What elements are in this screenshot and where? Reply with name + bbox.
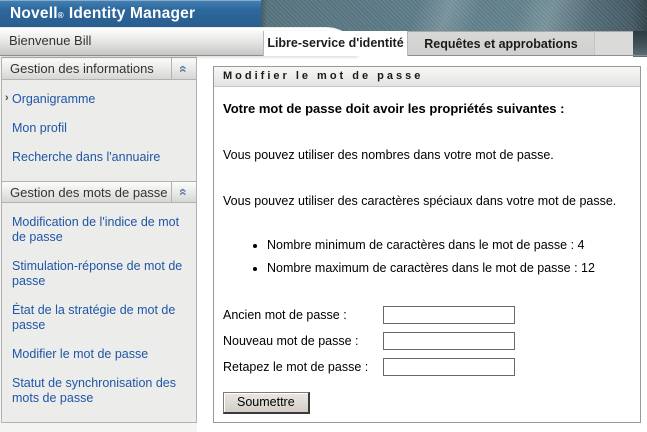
sidebar-item-label: Mon profil (12, 121, 67, 135)
section-items (2, 203, 196, 422)
sidebar-item-etat-strategie[interactable] (2, 296, 196, 340)
password-rules-intro: Votre mot de passe doit avoir les propriétés suivantes : (223, 101, 565, 116)
current-item-marker-icon: › (5, 92, 9, 104)
section-header-information (2, 58, 196, 80)
retype-password-label: Retapez le mot de passe : (223, 360, 369, 374)
welcome-text: Bienvenue Bill (9, 33, 92, 48)
sidebar-item-statut-synchronisation[interactable] (2, 369, 196, 413)
collapse-section-button[interactable] (171, 182, 196, 202)
header-texture-corner (633, 31, 647, 57)
product-name: Identity Manager (68, 5, 196, 22)
sidebar-section-passwords (2, 181, 196, 422)
collapse-section-button[interactable] (171, 58, 196, 79)
sidebar-item-label: Stimulation-réponse de mot de passe (12, 259, 183, 288)
new-password-label: Nouveau mot de passe : (223, 334, 359, 348)
sidebar-item-label: Recherche dans l'annuaire (12, 150, 161, 164)
rule-paragraph-numbers: Vous pouvez utiliser des nombres dans votre mot de passe. (223, 148, 554, 162)
tab-requests-approvals[interactable]: Requêtes et approbations (408, 31, 595, 55)
panel-body (214, 87, 640, 414)
sidebar-item-stimulation-reponse[interactable] (2, 252, 196, 296)
form-row-old-password (223, 306, 628, 324)
sidebar-item-recherche-annuaire[interactable] (2, 143, 196, 172)
submit-button[interactable]: Soumettre (223, 392, 310, 414)
sidebar (1, 57, 197, 423)
change-password-form (223, 306, 628, 414)
sidebar-section-information (2, 58, 196, 181)
rule-max-characters: • Nombre maximum de caractères dans le mot de passe : 12 (267, 257, 628, 280)
app-title-bar (0, 0, 261, 27)
form-row-new-password (223, 332, 628, 350)
tab-identity-self-service[interactable]: Libre-service d'identité (263, 31, 408, 56)
rule-paragraph-special-chars: Vous pouvez utiliser des caractères spéciaux dans votre mot de passe. (223, 194, 617, 208)
new-password-field[interactable] (383, 332, 515, 350)
registered-trademark-symbol: ® (57, 11, 64, 20)
sidebar-item-label: Organigramme (12, 92, 96, 106)
sidebar-item-mon-profil[interactable] (2, 114, 196, 143)
password-rules-list (267, 234, 628, 280)
retype-password-field[interactable] (383, 358, 515, 376)
sidebar-item-label: Statut de synchronisation des mots de passe (12, 376, 176, 405)
sidebar-item-modification-indice[interactable] (2, 208, 196, 252)
section-items (2, 80, 196, 181)
sidebar-item-organigramme[interactable] (2, 85, 196, 114)
old-password-field[interactable] (383, 306, 515, 324)
change-password-panel (213, 66, 641, 423)
sidebar-item-label: Modification de l'indice de mot de passe (12, 215, 180, 244)
double-chevron-up-icon: « (175, 64, 192, 73)
double-chevron-up-icon: « (175, 188, 192, 196)
section-title: Gestion des informations (10, 61, 154, 76)
sidebar-item-modifier-mot-de-passe[interactable] (2, 340, 196, 369)
section-title: Gestion des mots de passe (10, 185, 168, 200)
old-password-label: Ancien mot de passe : (223, 308, 347, 322)
brand-name: Novell (10, 5, 58, 22)
sidebar-item-label: Modifier le mot de passe (12, 347, 149, 361)
rule-min-characters: • Nombre minimum de caractères dans le mot de passe : 4 (267, 234, 628, 257)
section-header-passwords (2, 181, 196, 203)
form-row-retype-password (223, 358, 628, 376)
panel-title: Modifier le mot de passe (214, 67, 640, 87)
sidebar-item-label: État de la stratégie de mot de passe (12, 303, 176, 332)
